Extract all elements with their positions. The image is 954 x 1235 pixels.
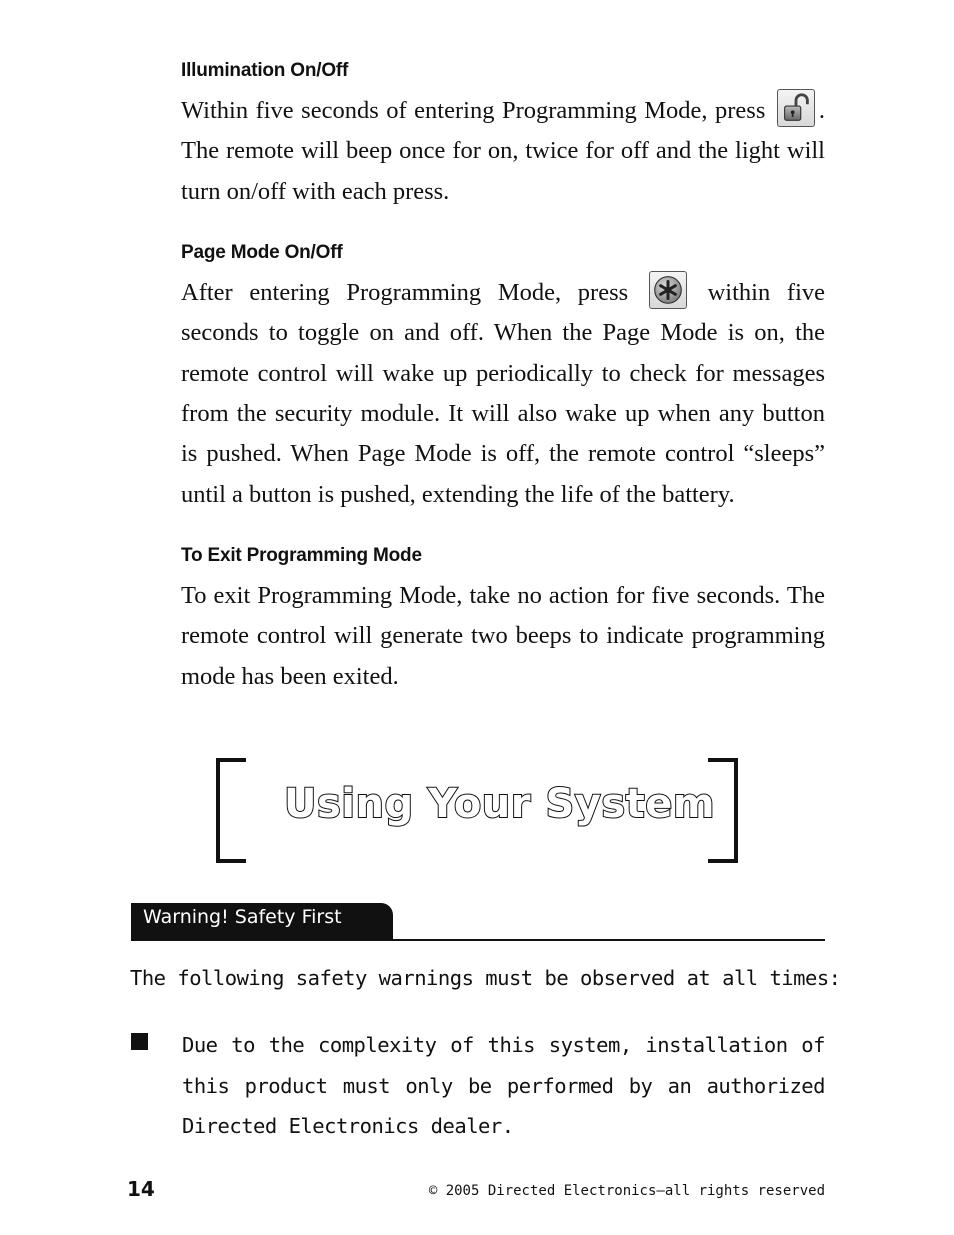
page-number: 14 bbox=[127, 1177, 155, 1201]
left-bracket bbox=[216, 758, 246, 863]
section-heading: To Exit Programming Mode bbox=[181, 545, 422, 566]
asterisk-icon bbox=[649, 271, 687, 309]
section-body bbox=[181, 91, 825, 212]
warning-tab bbox=[131, 903, 393, 940]
section-illumination bbox=[181, 60, 825, 212]
warning-intro: The following safety warnings must be observed at all times: bbox=[130, 966, 841, 990]
body-text-before: After entering Programming Mode, press bbox=[181, 279, 629, 306]
section-heading: Page Mode On/Off bbox=[181, 242, 343, 263]
body-text-after: . The remote will beep once for on, twice for off and the light will turn on/off with each press. bbox=[181, 97, 825, 205]
chapter-title: Using Your System bbox=[284, 781, 716, 827]
warning-divider bbox=[131, 939, 825, 941]
section-heading: Illumination On/Off bbox=[181, 60, 349, 81]
square-bullet-icon bbox=[131, 1033, 148, 1050]
section-body bbox=[181, 273, 825, 515]
unlock-icon bbox=[777, 89, 815, 127]
copyright-notice: © 2005 Directed Electronics—all rights reserved bbox=[428, 1183, 825, 1199]
section-body: To exit Programming Mode, take no action for five seconds. The remote control will generate two beeps to indicate programming mode has been exited. bbox=[181, 582, 825, 690]
body-text-after: within five seconds to toggle on and off. When the Page Mode is on, the remote control will wake up periodically to check for messages from the security module. It will also wake up when any button is pushed. When Page Mode is off, the remote control “sleeps” until a button is pushed, extending the life of the battery. bbox=[181, 279, 826, 508]
warning-tab-label: Warning! Safety First bbox=[143, 906, 342, 928]
body-text-before: Within five seconds of entering Programming Mode, press bbox=[181, 97, 766, 124]
chapter-title-frame bbox=[216, 758, 738, 859]
section-exit-programming bbox=[181, 545, 825, 697]
section-page-mode bbox=[181, 242, 825, 515]
warning-bullet-item: Due to the complexity of this system, installation of this product must only be performed by an authorized Directed Electronics dealer. bbox=[182, 1033, 825, 1138]
